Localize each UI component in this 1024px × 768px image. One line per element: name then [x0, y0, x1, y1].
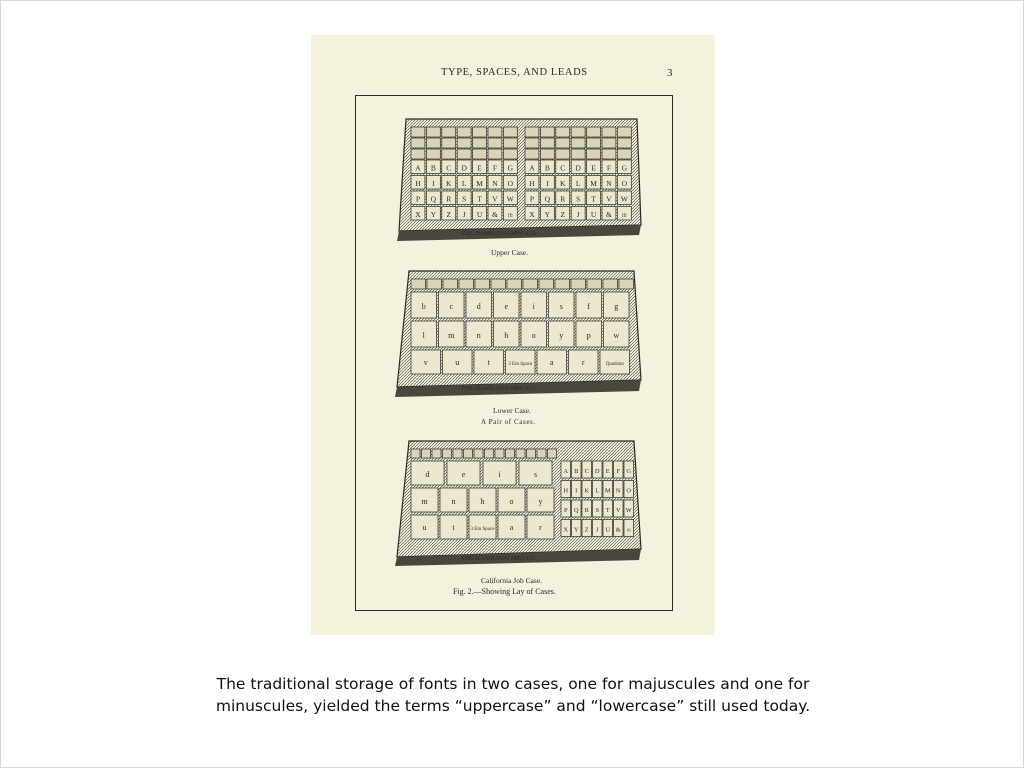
compartment-letter: s [559, 302, 563, 311]
compartment-letter: S [462, 194, 467, 204]
compartment-letter: X [563, 526, 569, 534]
case-compartment [485, 449, 494, 458]
compartment-letter: U [476, 210, 483, 219]
case-compartment [556, 127, 570, 137]
case-compartment [495, 449, 504, 458]
case-compartment [473, 127, 487, 137]
case-compartment [442, 149, 456, 159]
compartment-letter: d [476, 302, 481, 311]
case-compartment [619, 279, 634, 289]
compartment-letter: u [455, 358, 460, 367]
figure-caption: Fig. 2.—Showing Lay of Cases. [453, 587, 556, 596]
lower-case-tray [395, 271, 641, 397]
compartment-letter: b [421, 302, 426, 311]
compartment-letter: T [477, 194, 482, 204]
compartment-letter: R [446, 194, 452, 204]
compartment-letter: C [560, 163, 566, 173]
case-compartment [411, 127, 425, 137]
compartment-letter: R [560, 194, 566, 204]
compartment-letter: ffl [622, 214, 627, 219]
compartment-letter: & [615, 526, 621, 534]
compartment-letter: T [605, 507, 610, 514]
compartment-letter: p [586, 331, 591, 340]
case-compartment [523, 279, 538, 289]
caption-line-2: minuscules, yielded the terms “uppercase” and “lowercase” still used today. [215, 697, 811, 715]
case-compartment [571, 279, 586, 289]
compartment-letter: G [626, 468, 632, 475]
compartment-letter: H [563, 487, 569, 495]
compartment-letter: V [615, 507, 621, 514]
case-compartment [548, 449, 557, 458]
maker-label-lower: THE HAMILTON MFG CO. [461, 385, 538, 392]
case-compartment [587, 127, 601, 137]
case-compartment [411, 449, 420, 458]
case-compartment [411, 279, 426, 289]
case-compartment [587, 149, 601, 159]
case-compartment [488, 149, 502, 159]
compartment-letter: Y [430, 210, 437, 219]
case-compartment [411, 138, 425, 148]
compartment-letter: G [621, 163, 628, 173]
case-compartment [525, 138, 539, 148]
compartment-letter: Q [430, 194, 437, 204]
compartment-letter: m [421, 497, 428, 506]
compartment-letter: U [590, 210, 597, 219]
compartment-letter: H [415, 179, 421, 188]
compartment-letter: O [626, 487, 632, 495]
compartment-letter: v [423, 358, 428, 367]
case-compartment [571, 127, 585, 137]
compartment-letter: X [415, 210, 421, 219]
case-compartment [571, 149, 585, 159]
compartment-letter: g [614, 302, 619, 311]
compartment-letter: Quadrats [605, 362, 624, 367]
case-compartment [457, 149, 471, 159]
case-compartment [525, 127, 539, 137]
compartment-letter: N [492, 179, 498, 188]
compartment-letter: & [606, 210, 612, 219]
case-compartment [473, 138, 487, 148]
case-compartment [516, 449, 525, 458]
compartment-letter: h [504, 331, 509, 340]
compartment-letter: I [575, 487, 578, 495]
compartment-letter: C [584, 468, 589, 475]
case-compartment [426, 149, 440, 159]
page-number: 3 [667, 67, 674, 79]
case-compartment [537, 449, 546, 458]
compartment-letter: a [549, 358, 554, 367]
compartment-letter: e [504, 302, 509, 311]
case-compartment [540, 127, 554, 137]
case-compartment [443, 279, 458, 289]
compartment-letter: P [415, 194, 421, 204]
compartment-letter: i [532, 302, 535, 311]
compartment-letter: M [590, 179, 597, 188]
case-compartment [442, 138, 456, 148]
case-compartment [422, 449, 431, 458]
compartment-letter: L [575, 179, 581, 188]
compartment-letter: K [584, 487, 590, 495]
case-compartment [603, 279, 618, 289]
compartment-letter: L [461, 179, 467, 188]
compartment-letter: W [625, 507, 632, 514]
compartment-letter: 3 Em Space [470, 527, 495, 532]
compartment-letter: P [563, 507, 568, 514]
case-compartment [426, 127, 440, 137]
case-compartment [442, 127, 456, 137]
compartment-letter: B [430, 163, 436, 173]
case-compartment [426, 138, 440, 148]
compartment-letter: e [461, 470, 466, 479]
compartment-letter: s [533, 470, 538, 479]
compartment-letter: X [529, 210, 535, 219]
compartment-letter: A [415, 163, 421, 173]
case-compartment [617, 127, 631, 137]
case-compartment [475, 279, 490, 289]
case-compartment [507, 279, 522, 289]
compartment-letter: u [422, 523, 427, 532]
compartment-letter: y [538, 497, 543, 506]
case-compartment [457, 127, 471, 137]
lower-case-label: Lower Case. [493, 406, 531, 415]
compartment-letter: K [560, 179, 566, 188]
compartment-letter: A [529, 163, 535, 173]
book-page-image [311, 35, 715, 635]
compartment-letter: i [498, 470, 501, 479]
compartment-letter: y [559, 331, 564, 340]
case-compartment [488, 138, 502, 148]
compartment-letter: c [449, 302, 454, 311]
compartment-letter: O [621, 179, 628, 188]
compartment-letter: ffl [508, 214, 513, 219]
compartment-letter: t [487, 358, 490, 367]
compartment-letter: Z [584, 526, 589, 534]
compartment-letter: R [584, 507, 589, 514]
case-compartment [474, 449, 483, 458]
case-compartment [503, 127, 517, 137]
compartment-letter: r [539, 523, 542, 532]
compartment-letter: B [544, 163, 550, 173]
case-compartment [540, 149, 554, 159]
case-compartment [525, 149, 539, 159]
case-compartment [602, 138, 616, 148]
compartment-letter: J [462, 210, 466, 219]
maker-label-california: THE HAMILTON MFG CO. [461, 555, 538, 562]
case-compartment [506, 449, 515, 458]
compartment-letter: I [432, 179, 435, 188]
compartment-letter: V [606, 194, 612, 204]
compartment-letter: N [615, 487, 621, 495]
case-compartment [503, 138, 517, 148]
compartment-letter: n [476, 331, 481, 340]
compartment-letter: G [507, 163, 514, 173]
case-compartment [491, 279, 506, 289]
compartment-letter: Z [446, 210, 452, 219]
compartment-letter: T [591, 194, 596, 204]
maker-label-upper: THE HAMILTON MFG CO. [461, 230, 538, 237]
compartment-letter: Y [544, 210, 551, 219]
compartment-letter: D [594, 468, 600, 475]
pair-of-cases-label: A Pair of Cases. [481, 418, 536, 426]
compartment-letter: f [587, 302, 591, 311]
case-compartment [473, 149, 487, 159]
case-compartment [617, 149, 631, 159]
compartment-letter: o [531, 331, 536, 340]
upper-case-label: Upper Case. [491, 248, 529, 257]
compartment-letter: B [574, 468, 579, 475]
compartment-letter: D [461, 163, 467, 173]
case-compartment [556, 138, 570, 148]
compartment-letter: D [575, 163, 581, 173]
compartment-letter: m [448, 331, 455, 340]
case-compartment [459, 279, 474, 289]
compartment-letter: W [506, 194, 514, 204]
compartment-letter: J [595, 526, 599, 534]
compartment-letter: l [422, 331, 425, 340]
compartment-letter: K [446, 179, 452, 188]
compartment-letter: a [509, 523, 514, 532]
compartment-letter: Q [544, 194, 551, 204]
compartment-letter: N [606, 179, 612, 188]
compartment-letter: I [546, 179, 549, 188]
compartment-letter: Q [573, 507, 579, 514]
compartment-letter: F [492, 163, 498, 173]
compartment-letter: d [425, 470, 430, 479]
compartment-letter: w [613, 331, 620, 340]
case-compartment [602, 149, 616, 159]
case-compartment [527, 449, 536, 458]
case-compartment [427, 279, 442, 289]
case-compartment [432, 449, 441, 458]
slide-caption [113, 673, 913, 717]
case-compartment [571, 138, 585, 148]
compartment-letter: A [563, 468, 569, 475]
compartment-letter: r [581, 358, 585, 367]
compartment-letter: V [492, 194, 498, 204]
case-compartment [587, 138, 601, 148]
case-compartment [587, 279, 602, 289]
compartment-letter: & [492, 210, 498, 219]
compartment-letter: H [529, 179, 535, 188]
compartment-letter: ffl [626, 527, 631, 533]
case-compartment [443, 449, 452, 458]
compartment-letter: M [604, 487, 611, 495]
compartment-letter: L [595, 487, 600, 495]
compartment-letter: o [509, 497, 514, 506]
california-job-case-tray [395, 441, 641, 566]
compartment-letter: n [451, 497, 456, 506]
case-compartment [503, 149, 517, 159]
compartment-letter: S [576, 194, 581, 204]
compartment-letter: E [591, 163, 596, 173]
compartment-letter: S [595, 507, 600, 514]
compartment-letter: M [476, 179, 483, 188]
case-compartment [540, 138, 554, 148]
compartment-letter: U [605, 526, 611, 534]
compartment-letter: C [446, 163, 452, 173]
lower-case-grid [411, 279, 634, 374]
case-compartment [453, 449, 462, 458]
type-case-illustration [311, 35, 715, 635]
compartment-letter: O [507, 179, 514, 188]
case-compartment [617, 138, 631, 148]
case-compartment [556, 149, 570, 159]
compartment-letter: E [477, 163, 482, 173]
running-head: TYPE, SPACES, AND LEADS [441, 67, 588, 78]
case-compartment [602, 127, 616, 137]
case-compartment [488, 127, 502, 137]
compartment-letter: E [605, 468, 610, 475]
compartment-letter: P [529, 194, 535, 204]
compartment-letter: F [616, 468, 621, 475]
compartment-letter: Y [573, 526, 579, 534]
upper-case-tray [397, 119, 641, 241]
case-compartment [539, 279, 554, 289]
compartment-letter: Z [560, 210, 566, 219]
case-compartment [457, 138, 471, 148]
case-compartment [464, 449, 473, 458]
compartment-letter: W [620, 194, 628, 204]
compartment-letter: t [452, 523, 455, 532]
compartment-letter: J [576, 210, 580, 219]
compartment-letter: 3 Em Space [508, 362, 533, 367]
compartment-letter: F [606, 163, 612, 173]
compartment-letter: h [480, 497, 485, 506]
california-case-label: California Job Case. [481, 576, 543, 585]
case-compartment [555, 279, 570, 289]
case-compartment [411, 149, 425, 159]
caption-line-1: The traditional storage of fonts in two cases, one for majuscules and one for [216, 675, 810, 693]
